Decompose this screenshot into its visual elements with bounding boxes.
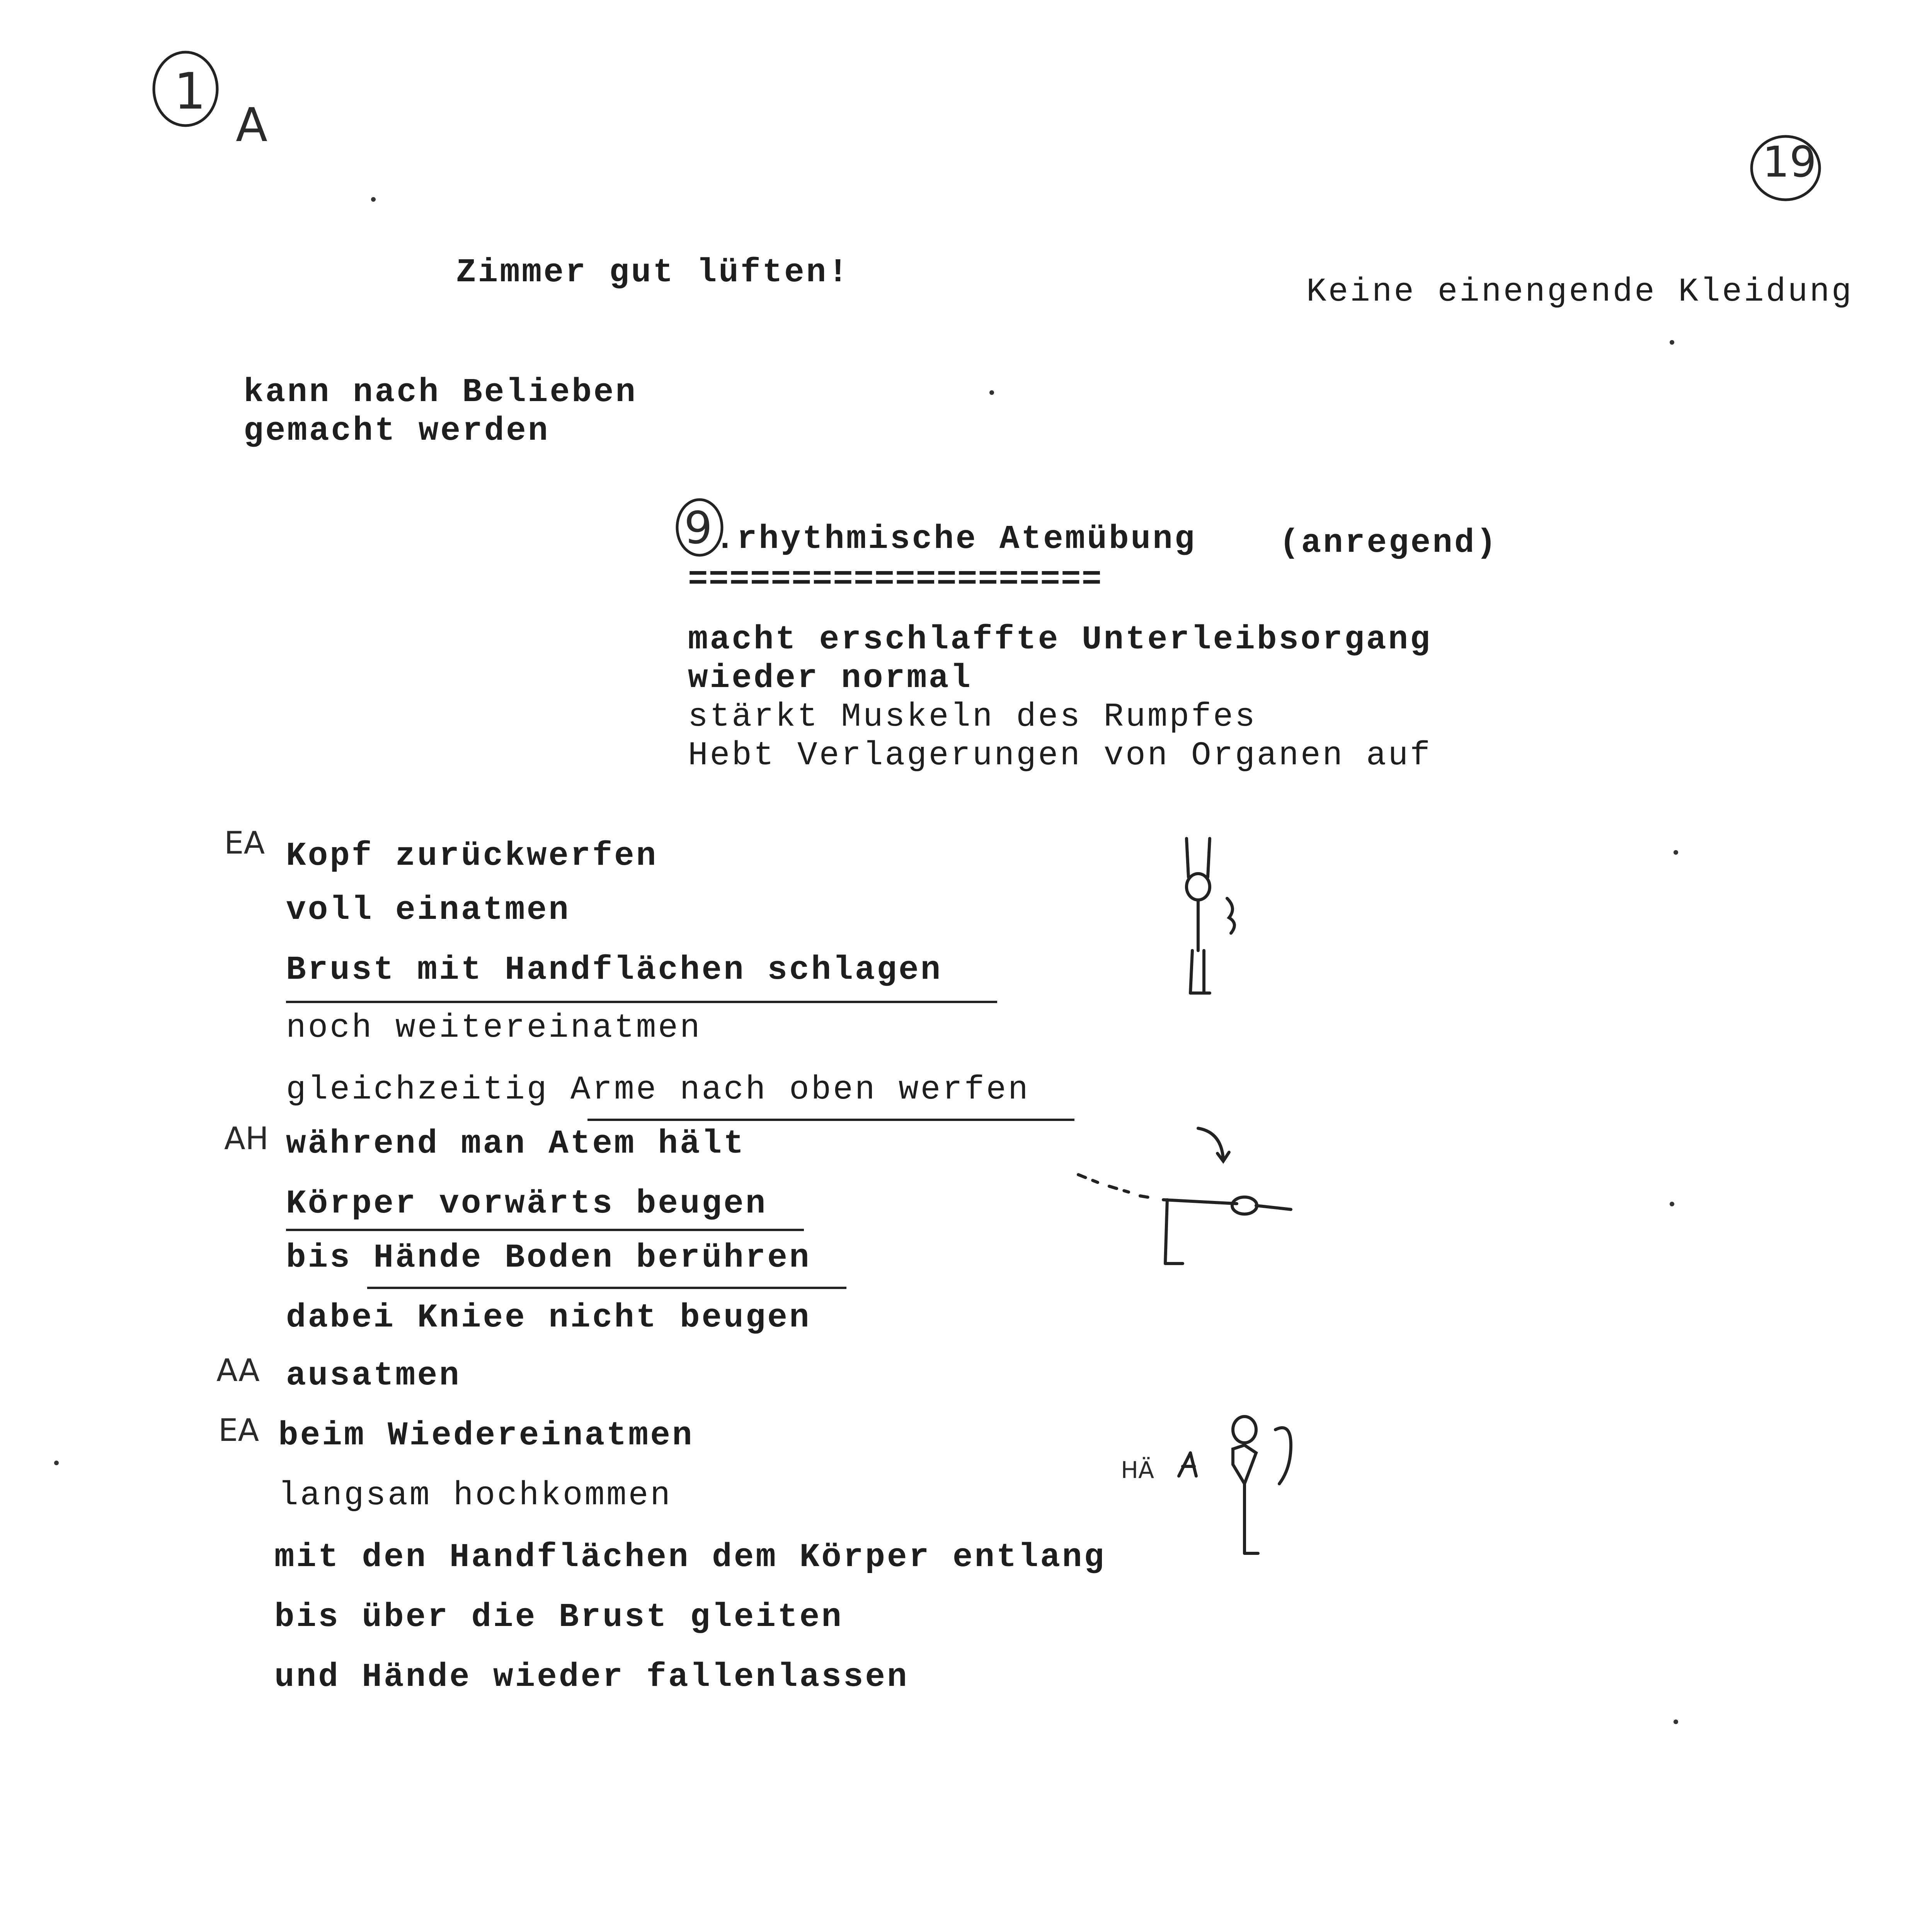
step-mark: AA: [216, 1352, 260, 1388]
header-right: Keine einengende Kleidunɡ: [1306, 273, 1854, 311]
exercise-title: .rhythmische Atemübung: [715, 520, 1197, 558]
speck: [54, 1461, 59, 1465]
sketch-note: HÄ: [1121, 1457, 1154, 1484]
speck: [989, 390, 994, 395]
step-line: beim Wiedereinatmen: [278, 1417, 694, 1454]
effect-line: wieder normal: [688, 659, 972, 697]
step-line: gleichzeitig Arme nach oben werfen: [286, 1071, 1030, 1109]
step-underline: [587, 1119, 1074, 1121]
note-line-1: kann nach Belieben: [243, 373, 637, 411]
step-line: bis über die Brust gleiten: [274, 1598, 843, 1636]
speck: [1674, 1719, 1678, 1724]
effect-line: macht erschlaffte Unterleibsorgang: [688, 621, 1432, 658]
exercise-number: 9: [684, 502, 713, 554]
step-line: Kopf zurückwerfen: [286, 837, 658, 875]
stick-figure-upright-icon: [1159, 831, 1275, 1009]
step-underline: [286, 1229, 804, 1231]
step-line: und Hände wieder fallenlassen: [274, 1658, 909, 1696]
page-number-mark: 1: [174, 62, 206, 121]
exercise-title-underline: ====================: [688, 561, 1103, 599]
step-line: mit den Handflächen dem Körper entlang: [274, 1538, 1106, 1576]
step-line: noch weitereinatmen: [286, 1009, 702, 1047]
stick-figure-bending-icon: [1074, 1117, 1306, 1279]
step-underline: [286, 1001, 997, 1003]
step-line: dabei Kniee nicht beugen: [286, 1299, 811, 1337]
step-line: Brust mit Handflächen schlagen: [286, 951, 943, 989]
speck: [1674, 850, 1678, 855]
exercise-mode: (anregend): [1279, 524, 1498, 562]
step-line: Körper vorwärts beugen: [286, 1185, 768, 1223]
step-line: langsam hochkommen: [278, 1476, 672, 1514]
step-line: ausatmen: [286, 1357, 461, 1395]
speck: [1670, 340, 1674, 345]
effect-line: Hebt Verlagerungen von Organen auf: [688, 736, 1432, 774]
effect-line: stärkt Muskeln des Rumpfes: [688, 698, 1257, 736]
stick-figure-rising-icon: [1175, 1406, 1314, 1569]
step-mark: EA: [224, 825, 265, 861]
step-line: während man Atem hält: [286, 1125, 746, 1163]
speck: [371, 197, 376, 202]
header-left: Zimmer gut lüften!: [456, 253, 850, 291]
folio-number: 19: [1762, 137, 1817, 187]
step-underline: [367, 1287, 846, 1289]
note-line-2: gemacht werden: [243, 412, 550, 450]
step-mark: AH: [224, 1121, 269, 1156]
step-mark: EA: [218, 1412, 259, 1448]
page-letter-mark: A: [236, 99, 268, 152]
step-line: bis Hände Boden berühren: [286, 1239, 811, 1277]
speck: [1670, 1202, 1674, 1206]
step-line: voll einatmen: [286, 891, 570, 929]
